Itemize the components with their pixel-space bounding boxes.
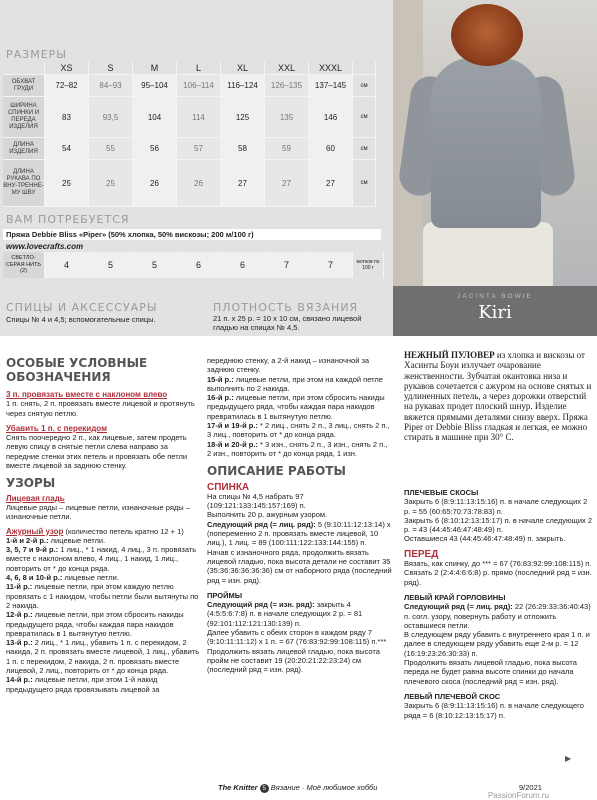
row-label: ДЛИНА ИЗДЕЛИЯ bbox=[3, 138, 45, 160]
patterns-title: УЗОРЫ bbox=[6, 476, 56, 491]
row-label: СВЕТЛО-СЕРАЯ НИТЬ (2) bbox=[3, 252, 45, 278]
materials-title: ВАМ ПОТРЕБУЕТСЯ bbox=[6, 213, 130, 226]
row-label: ШИРИНА СПИНКИ И ПЕРЕДА ИЗДЕЛИЯ bbox=[3, 97, 45, 138]
table-cell: 56 bbox=[133, 138, 177, 160]
paragraph: 15-й р.: лицевые петли, при этом на каждой петле выполнить по 2 накида. bbox=[207, 374, 383, 393]
paragraph: Следующий ряд (= лиц. ряд): 5 (9:10:11:12:13:14) х (попеременно 2 п. провязать вместе лицевой, 10 лиц.), 1 лиц. = 89 (100:111:122:133:144:155) п. bbox=[207, 519, 391, 548]
paragraph: 3, 5, 7 и 9-й р.: 1 лиц., * 1 накид, 4 лиц., 3 п. провязать вместе с наклоном влево, 4 лиц., 1 накид, 1 лиц., повторить от * до конца ряда. bbox=[6, 545, 197, 573]
gauge-title: ПЛОТНОСТЬ ВЯЗАНИЯ bbox=[213, 301, 359, 314]
table-cell: 116–124 bbox=[221, 75, 265, 97]
table-cell: 58 bbox=[221, 138, 265, 160]
paragraph: 12-й р.: лицевые петли, при этом сбросить накиды предыдущего ряда, чтобы каждая пара накидов превратилась в 1 вытянутую петлю. bbox=[6, 610, 184, 638]
paragraph: Продолжить вязать лицевой гладью, пока высота пройм не составит 19 (20:20:21:22:23:24) см (последний ряд = изн. ряд). bbox=[207, 646, 380, 675]
row-label: ОБХВАТ ГРУДИ bbox=[3, 75, 45, 97]
sizes-table bbox=[3, 62, 376, 207]
designer-name: JACINTA BOWIE bbox=[457, 293, 533, 300]
paragraph: Ажурный узор (количество петель кратно 12 + 1) bbox=[6, 526, 184, 536]
table-cell: 146 bbox=[309, 97, 353, 138]
gauge-text: 21 п. х 25 р. = 10 х 10 см, связано лицевой гладью на спицах № 4,5. bbox=[213, 314, 362, 332]
table-cell: 55 bbox=[89, 138, 133, 160]
paragraph: Следующий ряд (= изн. ряд): закрыть 4 (4:5:5:6:7:8) п. в начале следующих 2 р. = 81 (92:101:112:121:130:139) п. bbox=[207, 600, 363, 628]
paragraph: Оставшиеся 43 (44:45:46:47:48:49) п. закрыть. bbox=[404, 534, 566, 544]
table-cell: 72–82 bbox=[45, 75, 89, 97]
paragraph: Выполнить 20 р. ажурным узором. bbox=[207, 510, 328, 520]
subheading: Убавить 1 п. с перекидом bbox=[6, 423, 107, 433]
paragraph: Закрыть 6 (8:10:12:13:15:17) п. в начале следующих 2 р. = 43 (44:45:46:47:48:49) п. bbox=[404, 515, 593, 535]
paragraph: Далее убавить с обеих сторон в каждом ряду 7 (9:10:11:11:12) х 1 п. = 67 (76:83:92:99:108:115) п.*** bbox=[207, 628, 387, 647]
page-footer bbox=[0, 779, 597, 800]
table-cell: 137–145 bbox=[309, 75, 353, 97]
paragraph: 16-й р.: лицевые петли, при этом сбросить накиды предыдущего ряда, чтобы каждая пара накидов превратилась в 1 вытянутую петлю. bbox=[207, 393, 385, 421]
table-cell: 84–93 bbox=[89, 75, 133, 97]
back-title: СПИНКА bbox=[207, 481, 250, 493]
table-cell: 60 bbox=[309, 138, 353, 160]
paragraph: 1-й и 2-й р.: лицевые петли. bbox=[6, 535, 106, 545]
sweater bbox=[431, 58, 541, 228]
sizes-title: РАЗМЕРЫ bbox=[6, 48, 67, 61]
table-row bbox=[3, 160, 376, 207]
table-cell: 25 bbox=[45, 160, 89, 207]
table-cell: 57 bbox=[177, 138, 221, 160]
model-photo bbox=[393, 0, 597, 286]
table-cell: 126–135 bbox=[265, 75, 309, 97]
paragraph: Закрыть 6 (8:9:11:13:15:16) п. в начале следующего ряда = 6 (8:10:12:13:15:17) п. bbox=[404, 701, 584, 720]
table-cell: 5 bbox=[89, 252, 133, 278]
paragraph: 4, 6, 8 и 10-й р.: лицевые петли. bbox=[6, 573, 119, 583]
paragraph: Следующий ряд (= лиц. ряд): 22 (26:29:33:36:40:43) п. согл. узору, повернуть работу и отложить оставшиеся петли. bbox=[404, 602, 591, 630]
table-cell: 26 bbox=[177, 160, 221, 207]
table-cell: 135 bbox=[265, 97, 309, 138]
pattern-title: Kiri bbox=[478, 302, 512, 323]
paragraph: В следующем ряду убавить с внутреннего края 1 п. и далее в следующем ряду убавить еще 2-м р. = 12 (16:19:23:26:30:33) п. bbox=[404, 630, 590, 658]
table-cell: 27 bbox=[265, 160, 309, 207]
table-row bbox=[3, 97, 376, 138]
unit-cell: мотков по 100 г bbox=[353, 252, 384, 278]
row-label: ДЛИНА РУКАВА ПО ВНУ-ТРЕННЕ-МУ ШВУ bbox=[3, 160, 45, 207]
table-cell: 27 bbox=[221, 160, 265, 207]
paragraph: 13-й р.: 2 лиц., * 1 лиц., убавить 1 п. с перекидом, 2 накида, 2 п. провязать вместе лицевой, 1 лиц., убавить 1 п. с перекидом, 2 накида, 2 п. провязать вместе лицевой, 2 лиц., повторить от * до конца ряда. bbox=[6, 638, 200, 676]
table-cell: 114 bbox=[177, 97, 221, 138]
yarn-table bbox=[3, 252, 384, 278]
intro-text: НЕЖНЫЙ ПУЛОВЕР из хлопка и вискозы от Хасинты Боуи излучает очарование женственности. Зубчатая окантовка низа и рукавов сочетается с ажуром на основе снятых и удлиненных петель, а через дорожки отверстий на рукавах продет плоский шнур. Изделие вяжется прямыми деталями снизу вверх. Пряжа Piper от Debbie Bliss гладкая и легкая, ее можно стирать в машине при 30° С. bbox=[404, 350, 592, 443]
arrow-right-icon: ▶ bbox=[565, 754, 572, 763]
table-cell: 6 bbox=[177, 252, 221, 278]
paragraph: Лицевые ряды – лицевые петли, изнаночные ряды – изнаночные петли. bbox=[6, 502, 190, 522]
unit-cell: см bbox=[353, 138, 376, 160]
unit-cell: см bbox=[353, 75, 376, 97]
paragraph: 18-й и 20-й р.: * 3 изн., снять 2 п., 3 изн., снять 2 п., 2 изн., повторить от * до конца ряда, 1 изн. bbox=[207, 439, 388, 458]
size-header: XXL bbox=[265, 62, 309, 75]
table-cell: 125 bbox=[221, 97, 265, 138]
paragraph: 14-й р.: лицевые петли, при этом 1-й накид предыдущего ряда провязывать лицевой за bbox=[6, 675, 160, 694]
paragraph: Начав с изнаночного ряда, продолжить вязать лицевой гладью, пока высота детали не составит 35 (35:36:36:36:36:36) см от наборного ряда (последний ряд = изн. ряд). bbox=[207, 547, 392, 585]
special-title: ОСОБЫЕ УСЛОВНЫЕ ОБОЗНАЧЕНИЯ bbox=[6, 356, 148, 384]
size-header: L bbox=[177, 62, 221, 75]
subheading: Лицевая гладь bbox=[6, 493, 65, 503]
paragraph: На спицы № 4,5 набрать 97 (109:121:133:145:157:169) п. bbox=[207, 491, 306, 511]
size-header: XXXL bbox=[309, 62, 353, 75]
table-cell: 106–114 bbox=[177, 75, 221, 97]
paragraph: 17-й и 19-й р.: * 2 лиц., снять 2 п., 3 лиц., снять 2 п., 3 лиц., повторить от * до конца ряда. bbox=[207, 421, 390, 440]
unit-cell: см bbox=[353, 97, 376, 138]
paragraph: Закрыть 6 (8:9:11:13:15:16) п. в начале следующих 2 р. = 55 (60:65:70:73:78:83) п. bbox=[404, 497, 588, 516]
table-cell: 7 bbox=[309, 252, 353, 278]
size-header: S bbox=[89, 62, 133, 75]
table-row bbox=[3, 252, 384, 278]
unit-cell: см bbox=[353, 160, 376, 207]
paragraph: Снять поочередно 2 п., как лицевые, затем продеть левую спицу в снятые петли слева направо за передние стенки этих петель и провязать обе петли вместе лицевой за заднюю стенку. bbox=[6, 433, 188, 471]
table-cell: 27 bbox=[309, 160, 353, 207]
table-cell: 26 bbox=[133, 160, 177, 207]
armhole-title: ПРОЙМЫ bbox=[207, 590, 243, 600]
left-shoulder-title: ЛЕВЫЙ ПЛЕЧЕВОЙ СКОС bbox=[404, 691, 501, 701]
work-title: ОПИСАНИЕ РАБОТЫ bbox=[207, 464, 346, 479]
yarn-info bbox=[3, 229, 381, 253]
paragraph: Продолжить вязать лицевой гладью, пока высота переда не будет равна высоте спинки до начала плечевого скоса (последний ряд = изн. ряд). bbox=[404, 658, 577, 686]
column-3 bbox=[404, 488, 592, 720]
table-cell: 104 bbox=[133, 97, 177, 138]
paragraph: 1 п. снять, 2 п. провязать вместе лицевой и протянуть через снятую петлю. bbox=[6, 399, 195, 418]
column-2 bbox=[207, 356, 393, 675]
table-row bbox=[3, 75, 376, 97]
front-title: ПЕРЕД bbox=[404, 548, 439, 560]
paragraph: 11-й р.: лицевые петли, при этом каждую петлю провязать с 1 накидом, чтобы петли были вытянуты по 2 накида. bbox=[6, 582, 199, 610]
table-cell: 25 bbox=[89, 160, 133, 207]
page-number: 5 bbox=[260, 784, 269, 793]
paragraph: переднюю стенку, а 2-й накид – изнаночной за заднюю стенку. bbox=[207, 356, 370, 375]
table-cell: 83 bbox=[45, 97, 89, 138]
table-cell: 7 bbox=[265, 252, 309, 278]
table-row bbox=[3, 138, 376, 160]
hair bbox=[451, 4, 523, 66]
table-cell: 6 bbox=[221, 252, 265, 278]
needles-title: СПИЦЫ И АКСЕССУАРЫ bbox=[6, 301, 158, 314]
yarn-name: Пряжа Debbie Bliss «Piper» (50% хлопка, 50% вискозы; 200 м/100 г) bbox=[3, 229, 381, 240]
table-cell: 93,5 bbox=[89, 97, 133, 138]
table-cell: 4 bbox=[45, 252, 89, 278]
table-cell: 5 bbox=[133, 252, 177, 278]
needles-text: Спицы № 4 и 4,5; вспомогательные спицы. bbox=[6, 315, 156, 324]
yarn-link[interactable]: www.lovecrafts.com bbox=[6, 242, 84, 251]
size-header: M bbox=[133, 62, 177, 75]
neck-title: ЛЕВЫЙ КРАЙ ГОРЛОВИНЫ bbox=[404, 592, 506, 602]
paragraph: Вязать, как спинку, до *** = 67 (76:83:92:99:108:115) п. bbox=[404, 559, 592, 569]
issue-date: 9/2021 bbox=[519, 783, 542, 792]
table-cell: 54 bbox=[45, 138, 89, 160]
column-1 bbox=[6, 356, 201, 694]
paragraph: Связать 2 (2:4:4:6:6:8) р. прямо (последний ряд = изн. ряд). bbox=[404, 568, 592, 587]
footer-title: The Knitter 5 Вязание · Моё любимое хобби bbox=[218, 783, 378, 792]
size-header: XS bbox=[45, 62, 89, 75]
size-header: XL bbox=[221, 62, 265, 75]
watermark: PassionForum.ru bbox=[488, 791, 549, 800]
subheading: 3 п. провязать вместе с наклоном влево bbox=[6, 390, 168, 399]
shoulders-title: ПЛЕЧЕВЫЕ СКОСЫ bbox=[404, 488, 479, 497]
designer-banner bbox=[393, 286, 597, 336]
table-cell: 59 bbox=[265, 138, 309, 160]
table-cell: 95–104 bbox=[133, 75, 177, 97]
